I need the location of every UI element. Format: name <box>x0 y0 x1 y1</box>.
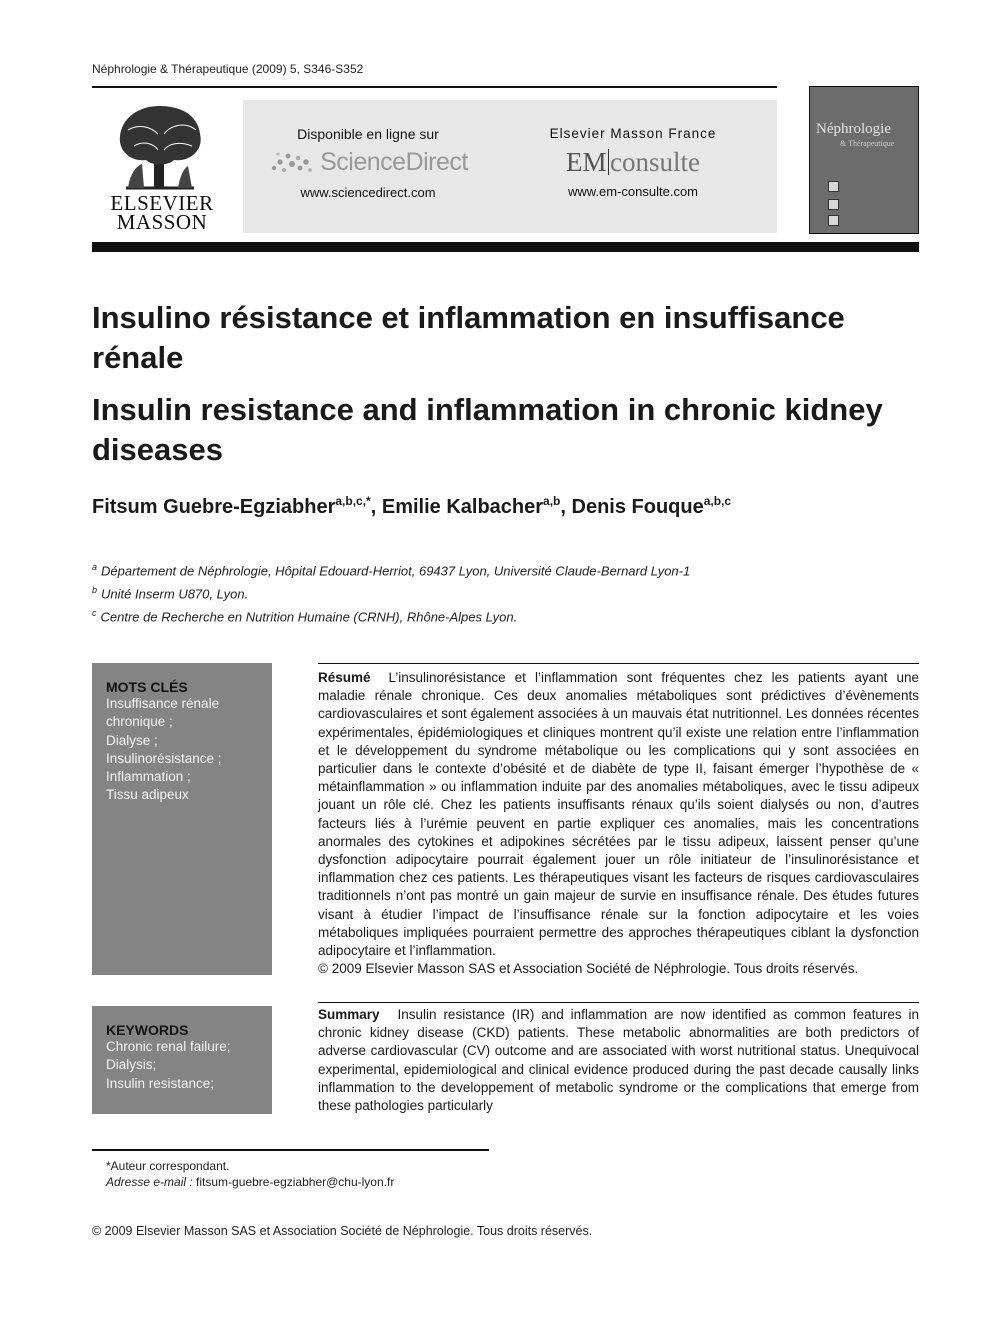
emconsulte-logo-em: EM <box>566 147 607 177</box>
keyword-item: Insuffisance rénale <box>106 696 220 711</box>
summary-label: Summary <box>318 1007 380 1022</box>
cover-subtitle: & Thérapeutique <box>840 139 895 148</box>
available-online-label: Disponible en ligne sur <box>297 126 439 142</box>
online-availability-banner <box>243 100 777 233</box>
corresponding-author-note: *Auteur correspondant. <box>106 1159 230 1173</box>
cover-emblem-icon <box>828 181 839 192</box>
journal-reference: Néphrologie & Thérapeutique (2009) 5, S346-S352 <box>92 62 364 76</box>
page-copyright: © 2009 Elsevier Masson SAS et Association Société de Néphrologie. Tous droits réservés. <box>92 1224 593 1238</box>
author-name: Emilie Kalbacher <box>381 496 544 518</box>
resume-copyright: © 2009 Elsevier Masson SAS et Association Société de Néphrologie. Tous droits réservés. <box>318 961 859 977</box>
logo-line-elsevier: ELSEVIER <box>110 191 214 215</box>
elsevier-masson-logo <box>92 100 232 236</box>
keywords-fr-heading: MOTS CLÉS <box>106 679 188 695</box>
logo-divider <box>608 149 610 175</box>
emconsulte-logo <box>533 147 733 178</box>
sciencedirect-wordmark: ScienceDirect <box>320 148 468 176</box>
keyword-item: Inflammation ; <box>106 769 191 785</box>
logo-line-masson: MASSON <box>116 210 208 234</box>
sciencedirect-logo <box>263 148 473 177</box>
elsevier-masson-france-label: Elsevier Masson France <box>549 126 717 141</box>
cover-emblem-icon <box>828 199 839 210</box>
author-name: Denis Fouque <box>571 496 704 518</box>
footnote <box>106 1158 394 1190</box>
summary-section <box>318 1006 919 1115</box>
keyword-item: Dialyse ; <box>106 732 158 748</box>
header-rule <box>92 86 777 88</box>
keyword-item: Dialysis; <box>106 1057 157 1073</box>
affiliations <box>92 558 690 626</box>
emconsulte-block <box>533 126 733 199</box>
sciencedirect-block <box>263 126 473 200</box>
emconsulte-url[interactable]: www.em-consulte.com <box>567 184 699 199</box>
keywords-en-box <box>92 1006 272 1114</box>
footnote-rule <box>92 1149 489 1151</box>
resume-paragraph <box>318 669 919 960</box>
header-thick-rule <box>92 242 919 252</box>
keyword-item: Insulin resistance; <box>106 1075 215 1091</box>
email-address[interactable]: fitsum-guebre-egziabher@chu-lyon.fr <box>196 1175 395 1189</box>
journal-cover-thumbnail <box>809 86 919 234</box>
author-affil-marks: a,b <box>543 494 561 508</box>
email-line <box>106 1174 394 1190</box>
article-title-en: Insulin resistance and inflammation in chronic kidney diseases <box>92 392 883 467</box>
summary-text: Insulin resistance (IR) and inflammation are now identified as common features in chronic kidney disease (CKD) patients. These metabolic abnormalities are both predictors of adverse cardiovascular (CV) outcome and are associated with worst nutritional status. Unequivocal experimental, epidemiological and clinical evidence produced during the past decade causally links inflammation to the developpement of metabolic syndrome or the complications that emerge from these pathologies particularly <box>318 1007 919 1114</box>
author-affil-marks: a,b,c,* <box>335 494 371 508</box>
cover-title: Néphrologie <box>816 121 891 137</box>
keywords-fr-box <box>92 663 272 975</box>
cover-emblem-icon <box>828 215 839 226</box>
summary-paragraph <box>318 1006 919 1115</box>
author-list: Fitsum Guebre-Egziabher$^{a,b,c,*}$, Emilie Kalbacher$^{a,b}$, Denis Fouque$^{a,b,c}$ <box>92 494 732 518</box>
author-affil-marks: a,b,c <box>703 494 732 508</box>
emconsulte-logo-consulte: consulte <box>610 147 700 177</box>
resume-text: L’insulinorésistance et l’inflammation sont fréquentes chez les patients ayant une maladie rénale chronique. Ces deux anomalies métaboliques sont prédictives d’évènements cardiovasculaires et sont également associées à un mauvais état nutritionnel. Les données récentes expérimentales, épidémiologiques et cliniques montrent qu’il existe une relation entre l’inflammation et le développement du syndrome métabolique ou les complications qui y sont associées en particulier dans le contexte d’obésité et de diabète de type II, faisant émerger l’hypothèse de « métainflammation » ou inflammation induite par des anomalies métaboliques, avec le tissu adipeux jouant un rôle clé. Chez les patients insuffisants rénaux qu’ils soient dialysés ou non, d’autres facteurs liés à l’urémie peuvent en partie expliquer ces anomalies, mais les concentrations anormales des cytokines et adipokines sécrétées par le tissu adipeux, laissent penser qu’une dysfonction adipocytaire pourrait également jouer un rôle initiateur de l’insulinorésistance et inflammation chez ces patients. Les thérapeutiques visant les facteurs de risques cardiovasculaires traditionnels n’ont pas montré un gain majeur de survie en insuffisance rénale. Des études futures visant à étudier l’impact de l’insuffisance rénale sur la fonction adipocytaire et les voies métaboliques impliquées pourraient permettre des approches thérapeutiques ciblant la dysfonction adipocytaire et l’inflammation. <box>318 670 919 959</box>
resume-label: Résumé <box>318 670 371 685</box>
resume-section <box>318 669 919 978</box>
summary-top-rule <box>318 1002 919 1003</box>
affiliation-item: $^c$ Centre de Recherche en Nutrition Humaine (CRNH), Rhône-Alpes Lyon. <box>92 607 518 624</box>
article-title-fr: Insulino résistance et inflammation en insuffisance rénale <box>92 300 845 375</box>
keyword-item: chronique ; <box>106 714 173 730</box>
email-label: Adresse e-mail : <box>106 1175 193 1189</box>
keyword-item: Chronic renal failure; <box>106 1039 231 1054</box>
keyword-item: Insulinorésistance ; <box>106 750 222 766</box>
keyword-item: Tissu adipeux <box>106 787 189 803</box>
affiliation-item: $^b$ Unité Inserm U870, Lyon. <box>92 584 249 602</box>
sciencedirect-url[interactable]: www.sciencedirect.com <box>300 185 436 200</box>
resume-top-rule <box>318 663 919 664</box>
author-name: Fitsum Guebre-Egziabher <box>92 496 336 518</box>
logo-wordmark <box>92 191 232 234</box>
tree-logo-icon <box>108 100 212 192</box>
keywords-en-heading: KEYWORDS <box>106 1022 189 1038</box>
affiliation-item: $^a$ Département de Néphrologie, Hôpital Edouard-Herriot, 69437 Lyon, Université Claude-Bernard Lyon-1 <box>92 562 691 579</box>
sciencedirect-dots-icon <box>268 150 314 176</box>
